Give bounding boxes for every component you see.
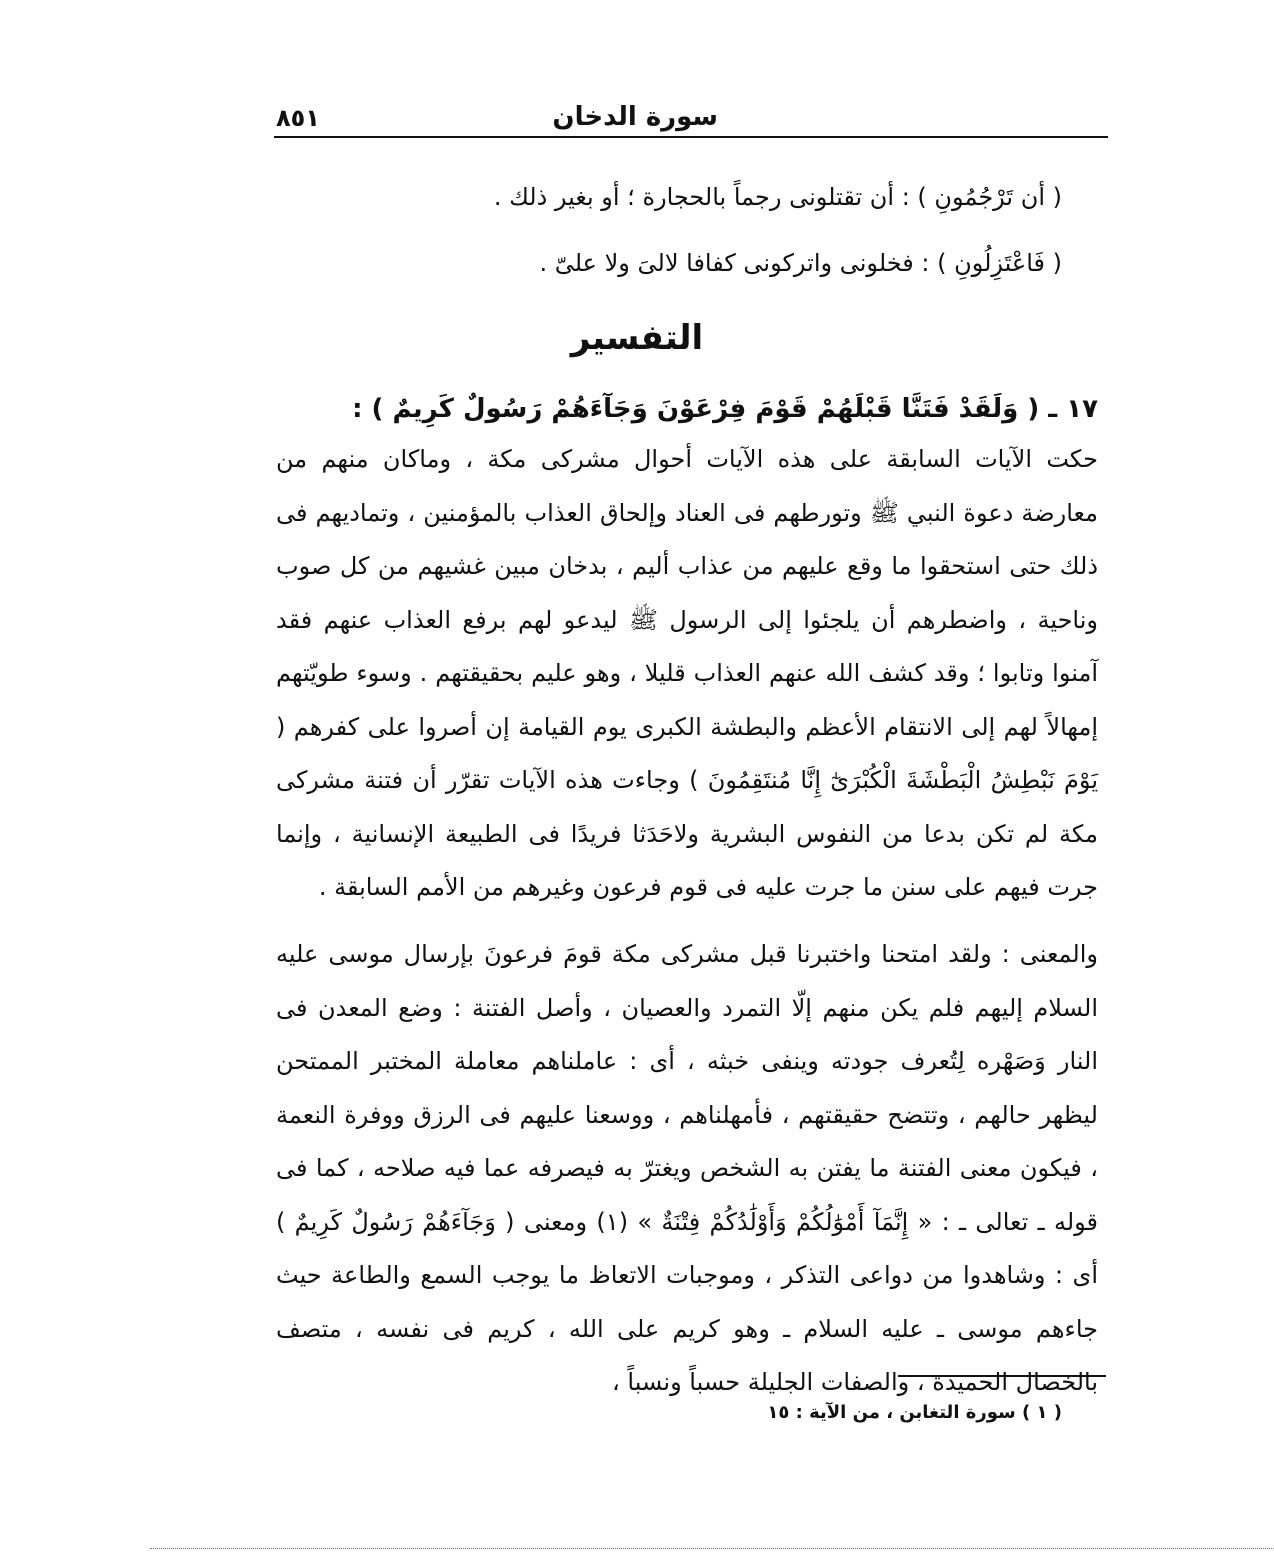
gloss-line: ( فَاعْتَزِلُونِ ) : فخلونى واتركونى كفافا لالىَ ولا علىّ . xyxy=(539,249,1062,277)
footnote-rule xyxy=(898,1375,1106,1377)
body-paragraph: والمعنى : ولقد امتحنا واختبرنا قبل مشركى مكة قومَ فرعونَ بإرسال موسى عليه السلام إليهم فلم يكن منهم إلّا التمرد والعصيان ، وأصل الفتنة : وضع المعدن فى النار وَصَهْره لِتُعرف جودته وينفى خبثه ، أى : عاملناهم معاملة المختبر الممتحن ليظهر حالهم ، وتتضح حقيقتهم ، فأمهلناهم ، ووسعنا عليهم فى الرزق ووفرة النعمة ، فيكون معنى الفتنة ما يفتن به الشخص ويغترّ به فيصرفه عما فيه صلاحه ، كما فى قوله ـ تعالى ـ : « إِنَّمَآ أَمْوَٰلُكُمْ وَأَوْلَٰدُكُمْ فِتْنَةٌ » (١) ومعنى ( وَجَآءَهُمْ رَسُولٌ كَرِيمٌ ) أى : وشاهدوا من دواعى التذكر ، وموجبات الاتعاظ ما يوجب السمع والطاعة حيث جاءهم موسى ـ عليه السلام ـ وهو كريم على الله ، كريم فى نفسه ، متصف بالخصال الحميدة ، والصفات الجليلة حسباً ونسباً ، xyxy=(276,940,1099,1396)
scan-edge-line xyxy=(150,1548,1274,1549)
section-title: التفسير xyxy=(570,318,704,358)
page-number: ٨٥١ xyxy=(276,104,320,132)
surah-title: سورة الدخان xyxy=(552,102,718,132)
body-paragraph: حكت الآيات السابقة على هذه الآيات أحوال مشركى مكة ، وماكان منهم من معارضة دعوة النبي ﷺ وتورطهم فى العناد وإلحاق العذاب بالمؤمنين ، وتماديهم فى ذلك حتى استحقوا ما وقع عليهم من عذاب أليم ، بدخان مبين غشيهم من كل صوب وناحية ، واضطرهم أن يلجئوا إلى الرسول ﷺ ليدعو لهم برفع العذاب عنهم فقد آمنوا وتابوا ؛ وقد كشف الله عنهم العذاب قليلا ، وهو عليم بحقيقتهم . وسوء طويّتهم إمهالاً لهم إلى الانتقام الأعظم والبطشة الكبرى يوم القيامة إن أصروا على كفرهم ( يَوْمَ نَبْطِشُ الْبَطْشَةَ الْكُبْرَىٰٓ إِنَّا مُنتَقِمُونَ ) وجاءت هذه الآيات تقرّر أن فتنة مشركى مكة لم تكن بدعا من النفوس البشرية ولاحَدَثا فريدًا فى الطبيعة الإنسانية ، وإنما جرت فيهم على سنن ما جرت عليه فى قوم فرعون وغيرهم من الأمم السابقة . xyxy=(276,445,1098,901)
gloss-line: ( أن تَرْجُمُونِ ) : أن تقتلونى رجماً بالحجارة ؛ أو بغير ذلك . xyxy=(493,183,1062,211)
header-rule xyxy=(274,136,1108,138)
footnote: ( ١ ) سورة التغابن ، من الآية : ١٥ xyxy=(767,1402,1062,1423)
page-header xyxy=(276,92,1108,132)
verse-heading: ١٧ ـ ( وَلَقَدْ فَتَنَّا قَبْلَهُمْ قَوْمَ فِرْعَوْنَ وَجَآءَهُمْ رَسُولٌ كَرِيمٌ ) : xyxy=(352,394,1098,424)
